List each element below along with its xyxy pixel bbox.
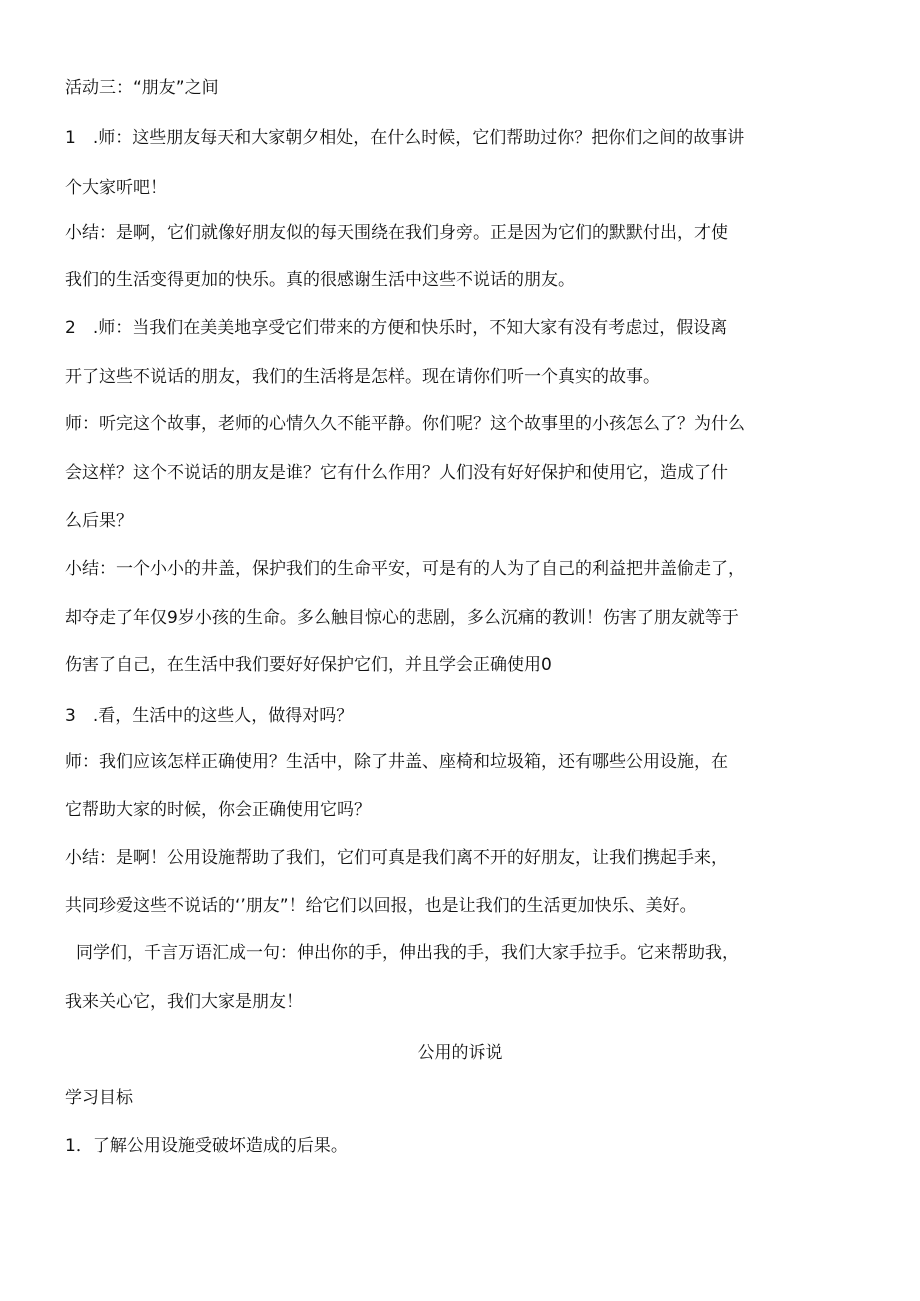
paragraph-line: 它帮助大家的时候，你会正确使用它吗？ [65, 800, 371, 820]
paragraph-line: 小结：是啊，它们就像好朋友似的每天围绕在我们身旁。正是因为它们的默默付出，才使 [65, 223, 728, 243]
paragraph-line: 我们的生活变得更加的快乐。真的很感谢生活中这些不说话的朋友。 [65, 270, 575, 290]
paragraph-line: 3 .看，生活中的这些人，做得对吗？ [65, 706, 354, 726]
paragraph-line: 么后果？ [65, 511, 133, 531]
paragraph-line: 伤害了自己，在生活中我们要好好保护它们，并且学会正确使用0 [65, 655, 552, 675]
paragraph-line: 开了这些不说话的朋友，我们的生活将是怎样。现在请你们听一个真实的故事。 [65, 367, 660, 387]
paragraph-line: 师：听完这个故事，老师的心情久久不能平静。你们呢？这个故事里的小孩怎么了？为什么 [65, 414, 745, 434]
paragraph-line: 会这样？这个不说话的朋友是谁？它有什么作用？人们没有好好保护和使用它，造成了什 [65, 463, 728, 483]
paragraph-line: 师：我们应该怎样正确使用？生活中，除了井盖、座椅和垃圾箱，还有哪些公用设施，在 [65, 752, 728, 772]
paragraph-line: 小结：是啊！公用设施帮助了我们，它们可真是我们离不开的好朋友，让我们携起手来， [65, 848, 728, 868]
paragraph-line: 2 .师：当我们在美美地享受它们带来的方便和快乐时，不知大家有没有考虑过，假设离 [65, 318, 728, 338]
paragraph-line: 1．了解公用设施受破坏造成的后果。 [65, 1136, 348, 1156]
paragraph-line: 却夺走了年仅9岁小孩的生命。多么触目惊心的悲剧，多么沉痛的教训！伤害了朋友就等于 [65, 608, 739, 628]
subsection-heading: 学习目标 [65, 1088, 133, 1108]
paragraph-line: 小结：一个小小的井盖，保护我们的生命平安，可是有的人为了自己的利益把井盖偷走了， [65, 559, 745, 579]
paragraph-line: 我来关心它，我们大家是朋友！ [65, 992, 303, 1012]
activity-heading: 活动三：“朋友”之间 [65, 78, 219, 98]
paragraph-line: 同学们，千言万语汇成一句：伸出你的手，伸出我的手，我们大家手拉手。它来帮助我， [76, 943, 739, 963]
section-title: 公用的诉说 [417, 1043, 503, 1063]
paragraph-line: 个大家听吧！ [65, 178, 167, 198]
paragraph-line: 共同珍爱这些不说话的‘’朋友”！给它们以回报，也是让我们的生活更加快乐、美好。 [65, 896, 697, 916]
paragraph-line: 1 .师：这些朋友每天和大家朝夕相处，在什么时候，它们帮助过你？把你们之间的故事讲 [65, 128, 745, 148]
